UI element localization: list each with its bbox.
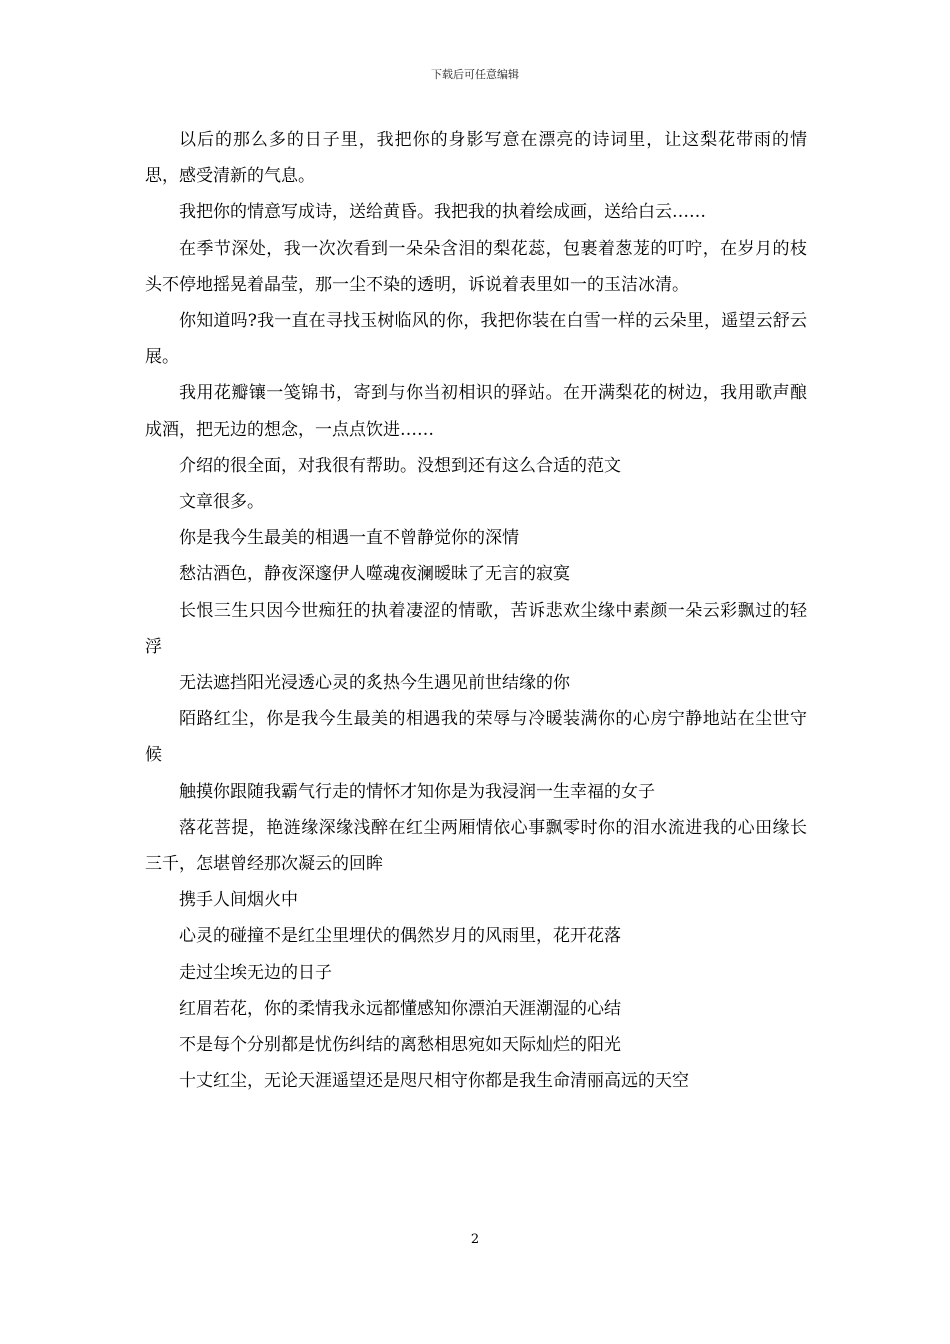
- page-header: 下载后可任意编辑: [431, 68, 519, 81]
- paragraph: 红眉若花，你的柔情我永远都懂感知你漂泊天涯潮湿的心结: [179, 998, 621, 1019]
- page-number: 2: [470, 1232, 480, 1247]
- paragraph: 触摸你跟随我霸气行走的情怀才知你是为我浸润一生幸福的女子: [179, 781, 655, 802]
- paragraph: 陌路红尘，你是我今生最美的相遇我的荣辱与冷暖装满你的心房宁静地站在尘世守候: [145, 709, 807, 766]
- paragraph: 你是我今生最美的相遇一直不曾静觉你的深情: [179, 528, 519, 549]
- paragraph: 在季节深处，我一次次看到一朵朵含泪的梨花蕊，包裹着葱茏的叮咛，在岁月的枝头不停地摇晃着晶莹，那一尘不染的透明，诉说着表里如一的玉洁冰清。: [145, 238, 807, 295]
- paragraph: 无法遮挡阳光浸透心灵的炙热今生遇见前世结缘的你: [179, 673, 570, 694]
- paragraph: 长恨三生只因今世痴狂的执着凄涩的情歌，苦诉悲欢尘缘中素颜一朵云彩飘过的轻浮: [145, 600, 807, 657]
- document-body: [145, 122, 807, 1099]
- paragraph: 文章很多。: [179, 492, 264, 513]
- paragraph: 携手人间烟火中: [179, 890, 298, 911]
- paragraph: 不是每个分别都是忧伤纠结的离愁相思宛如天际灿烂的阳光: [179, 1035, 621, 1056]
- paragraph: 十丈红尘，无论天涯遥望还是咫尺相守你都是我生命清丽高远的天空: [179, 1071, 689, 1092]
- paragraph: 心灵的碰撞不是红尘里埋伏的偶然岁月的风雨里，花开花落: [179, 926, 621, 947]
- paragraph: 我用花瓣镶一笺锦书，寄到与你当初相识的驿站。在开满梨花的树边，我用歌声酿成酒，把无边的想念，一点点饮进……: [145, 383, 807, 440]
- paragraph: 愁沽酒色，静夜深邃伊人噬魂夜澜暧昧了无言的寂寞: [179, 564, 570, 585]
- paragraph: 你知道吗?我一直在寻找玉树临风的你，我把你装在白雪一样的云朵里，遥望云舒云展。: [145, 311, 807, 368]
- paragraph: 落花菩提，艳涟缘深缘浅醉在红尘两厢情依心事飘零时你的泪水流进我的心田缘长三千，怎堪曾经那次凝云的回眸: [145, 817, 807, 875]
- paragraph: 我把你的情意写成诗，送给黄昏。我把我的执着绘成画，送给白云……: [179, 202, 706, 223]
- paragraph: 以后的那么多的日子里，我把你的身影写意在漂亮的诗词里，让这梨花带雨的情思，感受清新的气息。: [145, 130, 807, 187]
- paragraph: 走过尘埃无边的日子: [179, 962, 332, 983]
- paragraph: 介绍的很全面，对我很有帮助。没想到还有这么合适的范文: [179, 455, 621, 476]
